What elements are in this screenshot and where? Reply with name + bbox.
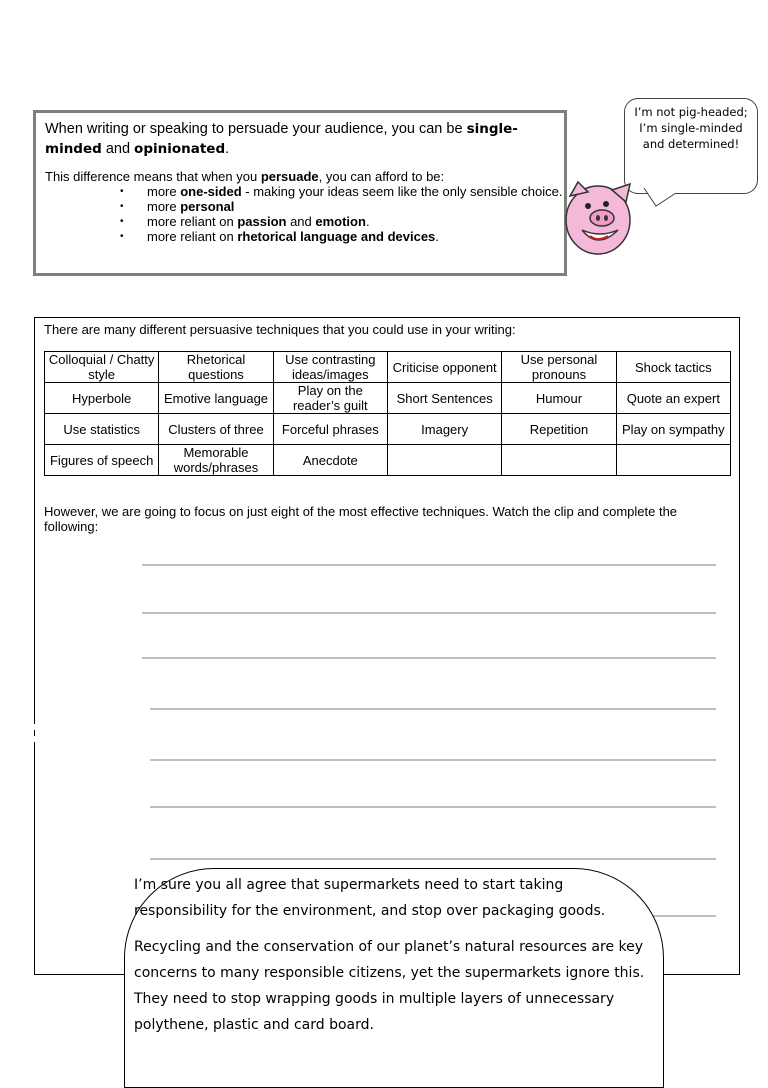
intro-period: . [225,141,230,157]
bullet-text: more [147,199,181,214]
technique-cell: Forceful phrases [273,414,387,445]
intro-and: and [101,141,135,157]
bullet-item [120,229,577,244]
bubble-line: I’m not pig-headed; [634,105,748,119]
answer-line[interactable] [142,564,716,566]
answer-line[interactable] [150,806,716,808]
opinionated-word: opinionated [134,141,226,157]
bullet-bold: emotion [315,214,366,229]
difference-text-end: , you can afford to be: [318,169,445,184]
border-gap [34,724,39,742]
technique-cell: Imagery [387,414,501,445]
technique-cell: Use personal pronouns [502,352,616,383]
technique-cell: Hyperbole [45,383,159,414]
technique-cell: Use contrasting ideas/images [273,352,387,383]
techniques-table [44,351,731,476]
bubble-tail-icon [640,188,680,210]
techniques-intro: There are many different persuasive techniques that you could use in your writing: [44,322,516,337]
intro-box [33,110,567,276]
bullet-item [120,184,577,199]
technique-cell: Figures of speech [45,445,159,476]
bullet-text: more reliant on [147,214,238,229]
answer-line[interactable] [142,657,716,659]
bullet-icon: • [120,216,124,227]
difference-sentence [45,169,556,184]
technique-cell: Use statistics [45,414,159,445]
bubble-line: and determined! [642,137,740,151]
bullet-icon: • [120,231,124,242]
technique-cell: Emotive language [159,383,273,414]
bullet-text: . [435,229,439,244]
answer-line[interactable] [150,858,716,860]
bullet-item [120,199,577,214]
bullet-text: - making your ideas seem like the only sensible choice. [241,184,563,199]
intro-text: When writing or speaking to persuade your audience, you can be [45,121,467,137]
technique-cell: Memorable words/phrases [159,445,273,476]
bullet-item [120,214,577,229]
bullet-text: more reliant on [147,229,238,244]
bullet-bold: one-sided [180,184,242,199]
bullet-text: more [147,184,181,199]
table-row [45,383,731,414]
answer-line[interactable] [150,708,716,710]
bullet-bold: passion [237,214,287,229]
bubble-line: I’m single-minded [639,121,743,135]
bullet-text: . [365,214,370,229]
bullet-icon: • [120,201,124,212]
focus-instructions: However, we are going to focus on just eight of the most effective techniques. Watch the clip and complete the following: [44,504,678,534]
technique-cell: Play on the reader’s guilt [273,383,387,414]
answer-line[interactable] [142,612,716,614]
technique-cell: Short Sentences [387,383,501,414]
pig-speech-bubble [624,98,758,194]
bullet-icon: • [120,186,124,197]
technique-cell: Shock tactics [616,352,730,383]
single-minded-word: single-minded [45,121,518,157]
bullet-bold: rhetorical language and devices [237,229,436,244]
technique-cell [616,445,730,476]
table-row [45,352,731,383]
table-row [45,414,731,445]
answer-line[interactable] [150,759,716,761]
bullet-text: and [286,214,316,229]
technique-cell: Anecdote [273,445,387,476]
technique-cell [502,445,616,476]
difference-text-start: This difference means that when you [45,169,261,184]
technique-cell: Play on sympathy [616,414,730,445]
persuasion-bullet-list [45,184,563,244]
table-row [45,445,731,476]
technique-cell: Quote an expert [616,383,730,414]
technique-cell [387,445,501,476]
speech-paragraph: Recycling and the conservation of our planet’s natural resources are key concerns to many responsible citizens, yet the supermarkets ignore this. They need to stop wrapping goods in multiple layers of unnecessary polythene, plastic and card board. [134,939,645,1033]
technique-cell: Humour [502,383,616,414]
technique-cell: Rhetorical questions [159,352,273,383]
speech-text [134,872,654,1048]
bullet-bold: personal [180,199,235,214]
intro-sentence [45,119,556,159]
technique-cell: Criticise opponent [387,352,501,383]
speech-paragraph: I’m sure you all agree that supermarkets need to start taking responsibility for the environment, and stop over packaging goods. [134,877,606,919]
technique-cell: Clusters of three [159,414,273,445]
technique-cell: Colloquial / Chatty style [45,352,159,383]
persuade-word: persuade [260,169,319,184]
technique-cell: Repetition [502,414,616,445]
pig-icon [554,178,640,262]
